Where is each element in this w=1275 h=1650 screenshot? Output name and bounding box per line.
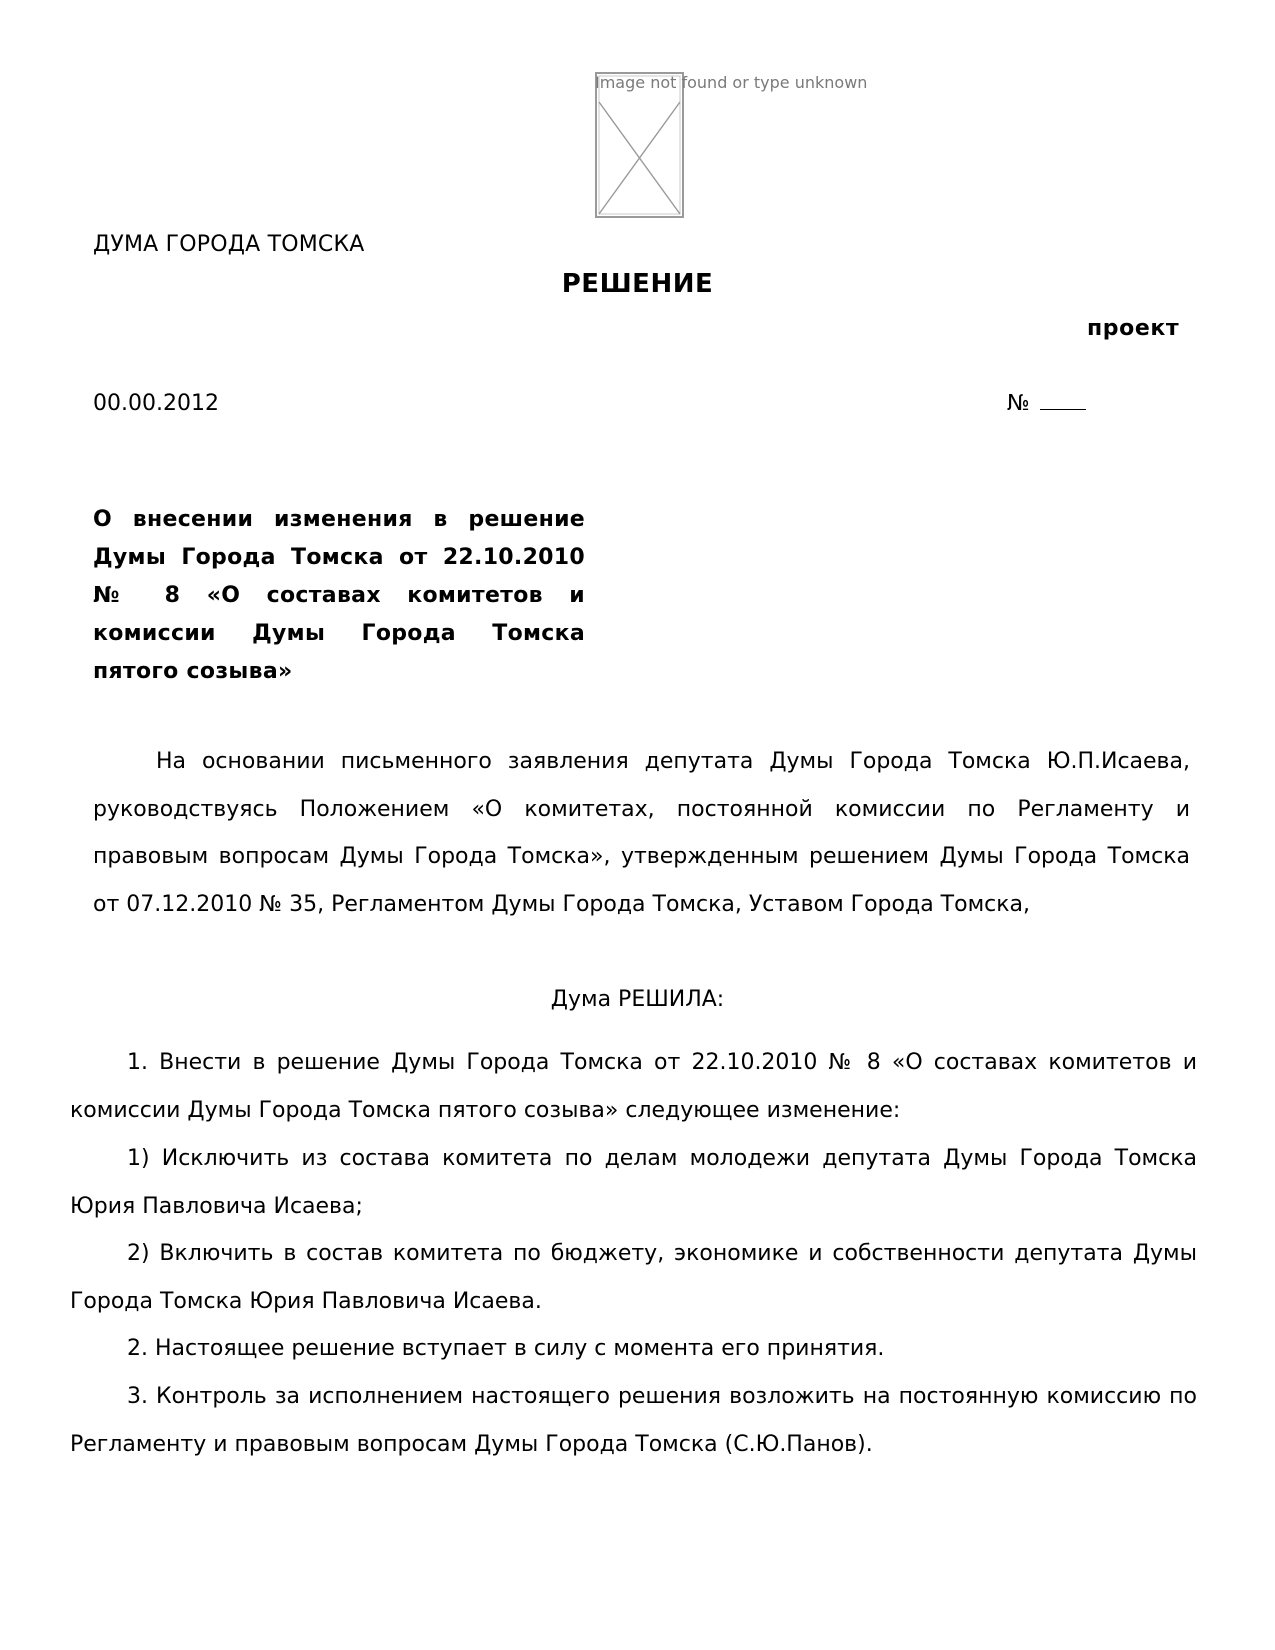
decision-item-2: 2. Настоящее решение вступает в силу с момента его принятия.	[127, 1336, 885, 1361]
decision-subitem-2: 2) Включить в состав комитета по бюджету, экономике и собственности депутата Думы Города Томска Юрия Павловича Исаева.	[70, 1241, 1197, 1314]
document-number	[1007, 391, 1086, 416]
decision-subitem-1: 1) Исключить из состава комитета по делам молодежи депутата Думы Города Томска Юрия Павловича Исаева;	[70, 1146, 1197, 1219]
emblem-image-placeholder	[595, 72, 684, 218]
decision-item-3: 3. Контроль за исполнением настоящего решения возложить на постоянную комиссию по Регламенту и правовым вопросам Думы Города Томска (С.Ю.Панов).	[70, 1384, 1197, 1457]
document-type-title: РЕШЕНИЕ	[561, 269, 714, 299]
broken-image-icon	[595, 72, 684, 218]
decision-item-1: 1. Внести в решение Думы Города Томска от 22.10.2010 № 8 «О составах комитетов и комиссии Думы Города Томска пятого созыва» следующее изменение:	[70, 1050, 1197, 1123]
organization-name: ДУМА ГОРОДА ТОМСКА	[93, 232, 365, 257]
document-date: 00.00.2012	[93, 391, 219, 416]
number-blank-line	[1040, 391, 1086, 410]
document-subject: О внесении изменения в решение Думы Города Томска от 22.10.2010 № 8 «О составах комитетов и комиссии Думы Города Томска пятого созыва»	[93, 507, 585, 684]
number-label: №	[1007, 391, 1030, 416]
image-missing-label: Image not found or type unknown	[595, 73, 868, 92]
decided-heading: Дума РЕШИЛА:	[550, 987, 725, 1012]
preamble-paragraph: На основании письменного заявления депутата Думы Города Томска Ю.П.Исаева, руководствуясь Положением «О комитетах, постоянной комиссии по Регламенту и правовым вопросам Думы Города Томска», утвержденным решением Думы Города Томска от 07.12.2010 № 35, Регламентом Думы Города Томска, Уставом Города Томска,	[93, 749, 1190, 917]
draft-status-label: проект	[1087, 316, 1180, 341]
